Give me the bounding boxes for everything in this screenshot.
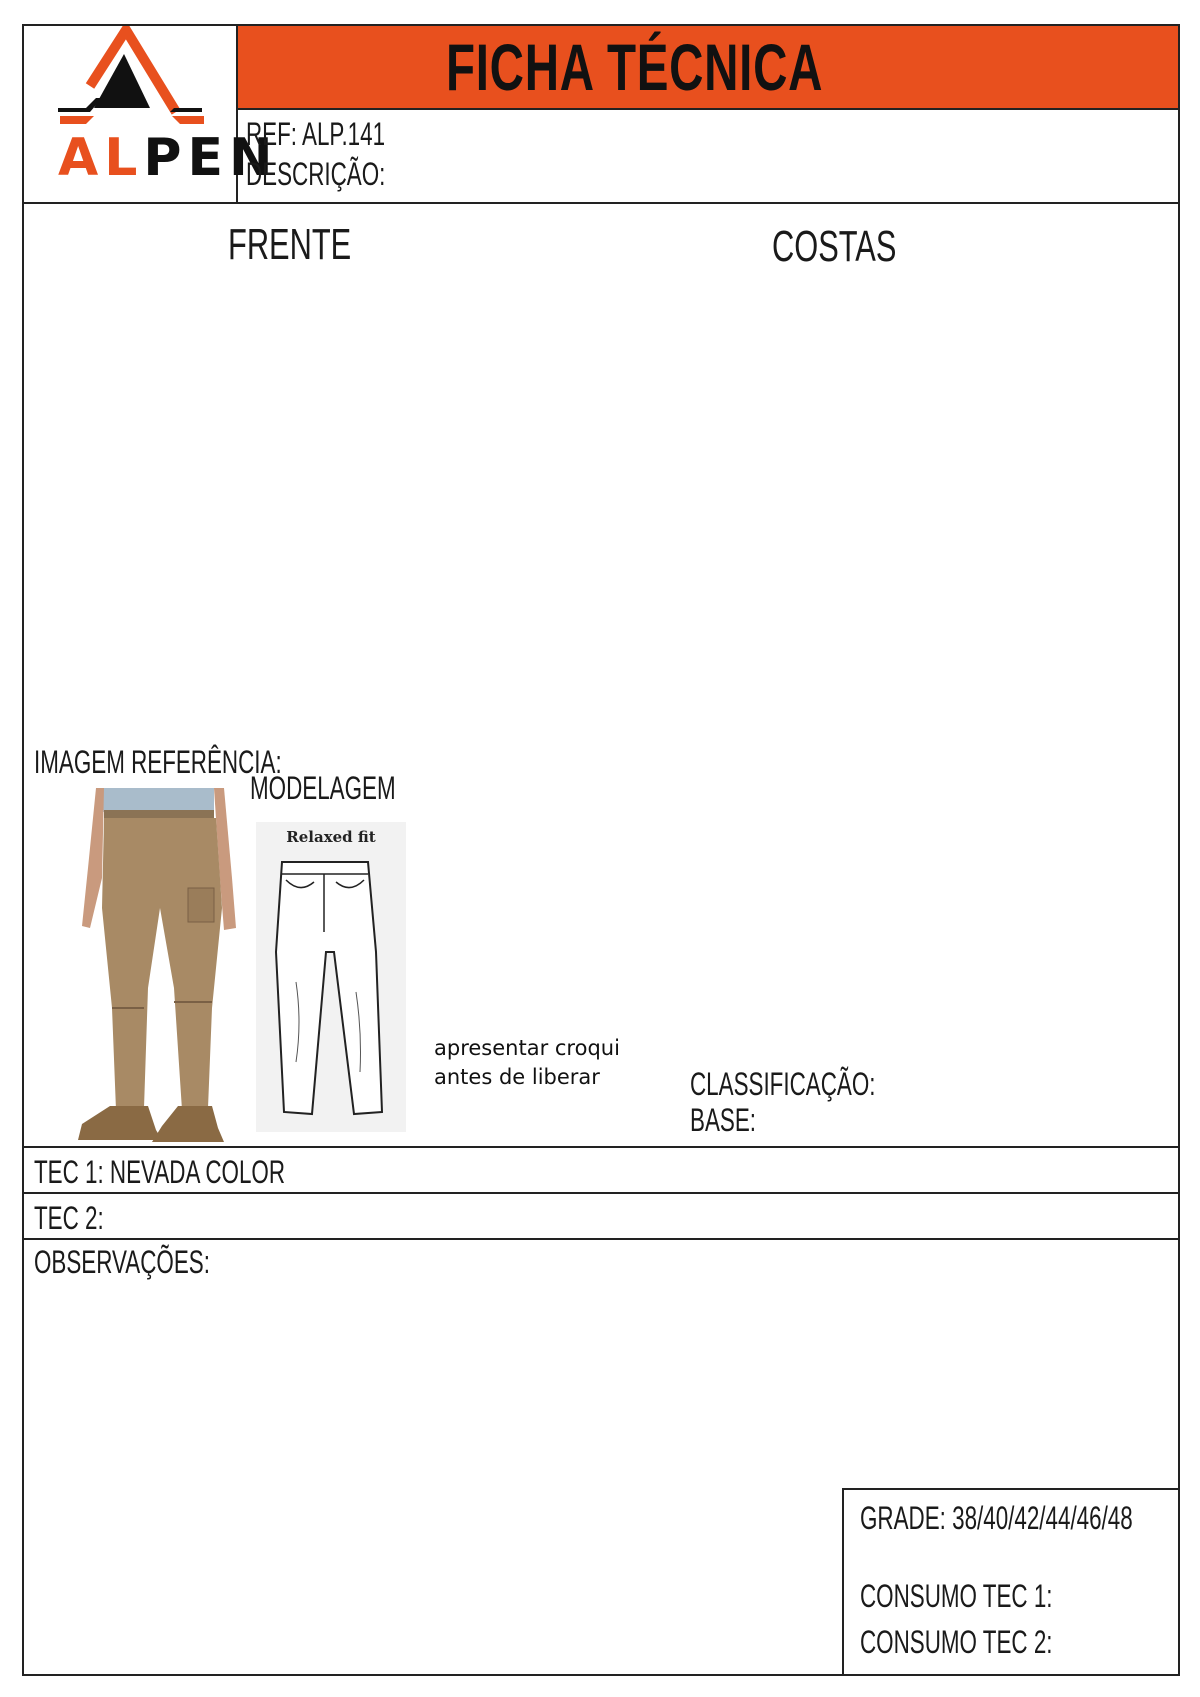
ref-code: REF: ALP.141 <box>246 116 386 152</box>
front-view-label: FRENTE <box>228 220 352 269</box>
logo-cell <box>24 26 279 204</box>
grade-sizes: GRADE: 38/40/42/44/46/48 <box>860 1500 1133 1536</box>
pants-photo-illustration <box>52 788 248 1150</box>
page-title: FICHA TÉCNICA <box>446 30 824 104</box>
grade-box <box>842 1488 1180 1676</box>
consumo-tec2: CONSUMO TEC 2: <box>860 1624 1053 1660</box>
description-label: DESCRIÇÃO: <box>246 156 386 192</box>
sketch-note <box>434 1034 620 1092</box>
logo-text-pen: PEN <box>143 128 279 188</box>
sketch-note-line2: antes de liberar <box>434 1065 600 1089</box>
divider-tec1 <box>24 1146 1178 1148</box>
fabric-tec2: TEC 2: <box>34 1200 104 1236</box>
fit-caption: Relaxed fit <box>286 828 376 846</box>
fit-sketch <box>256 822 406 1132</box>
classification-label: CLASSIFICAÇÃO: <box>690 1066 876 1102</box>
divider-observations <box>24 1238 1178 1240</box>
back-view-label: COSTAS <box>772 222 897 271</box>
reference-photo <box>52 788 248 1150</box>
title-bar <box>238 26 1178 110</box>
divider-tec2 <box>24 1192 1178 1194</box>
fabric-tec1: TEC 1: NEVADA COLOR <box>34 1154 286 1190</box>
reference-image-label: IMAGEM REFERÊNCIA: <box>34 744 282 780</box>
observations-label: OBSERVAÇÕES: <box>34 1244 210 1280</box>
consumo-tec1: CONSUMO TEC 1: <box>860 1578 1053 1614</box>
sketch-note-line1: apresentar croqui <box>434 1036 620 1060</box>
base-label: BASE: <box>690 1102 756 1138</box>
tech-sheet <box>22 24 1180 1676</box>
logo-text-al: AL <box>58 128 144 188</box>
ref-cell <box>238 110 1178 204</box>
modelagem-label: MODELAGEM <box>250 770 396 806</box>
pants-sketch-illustration <box>256 822 406 1132</box>
alpen-mountain-logo <box>24 26 238 136</box>
